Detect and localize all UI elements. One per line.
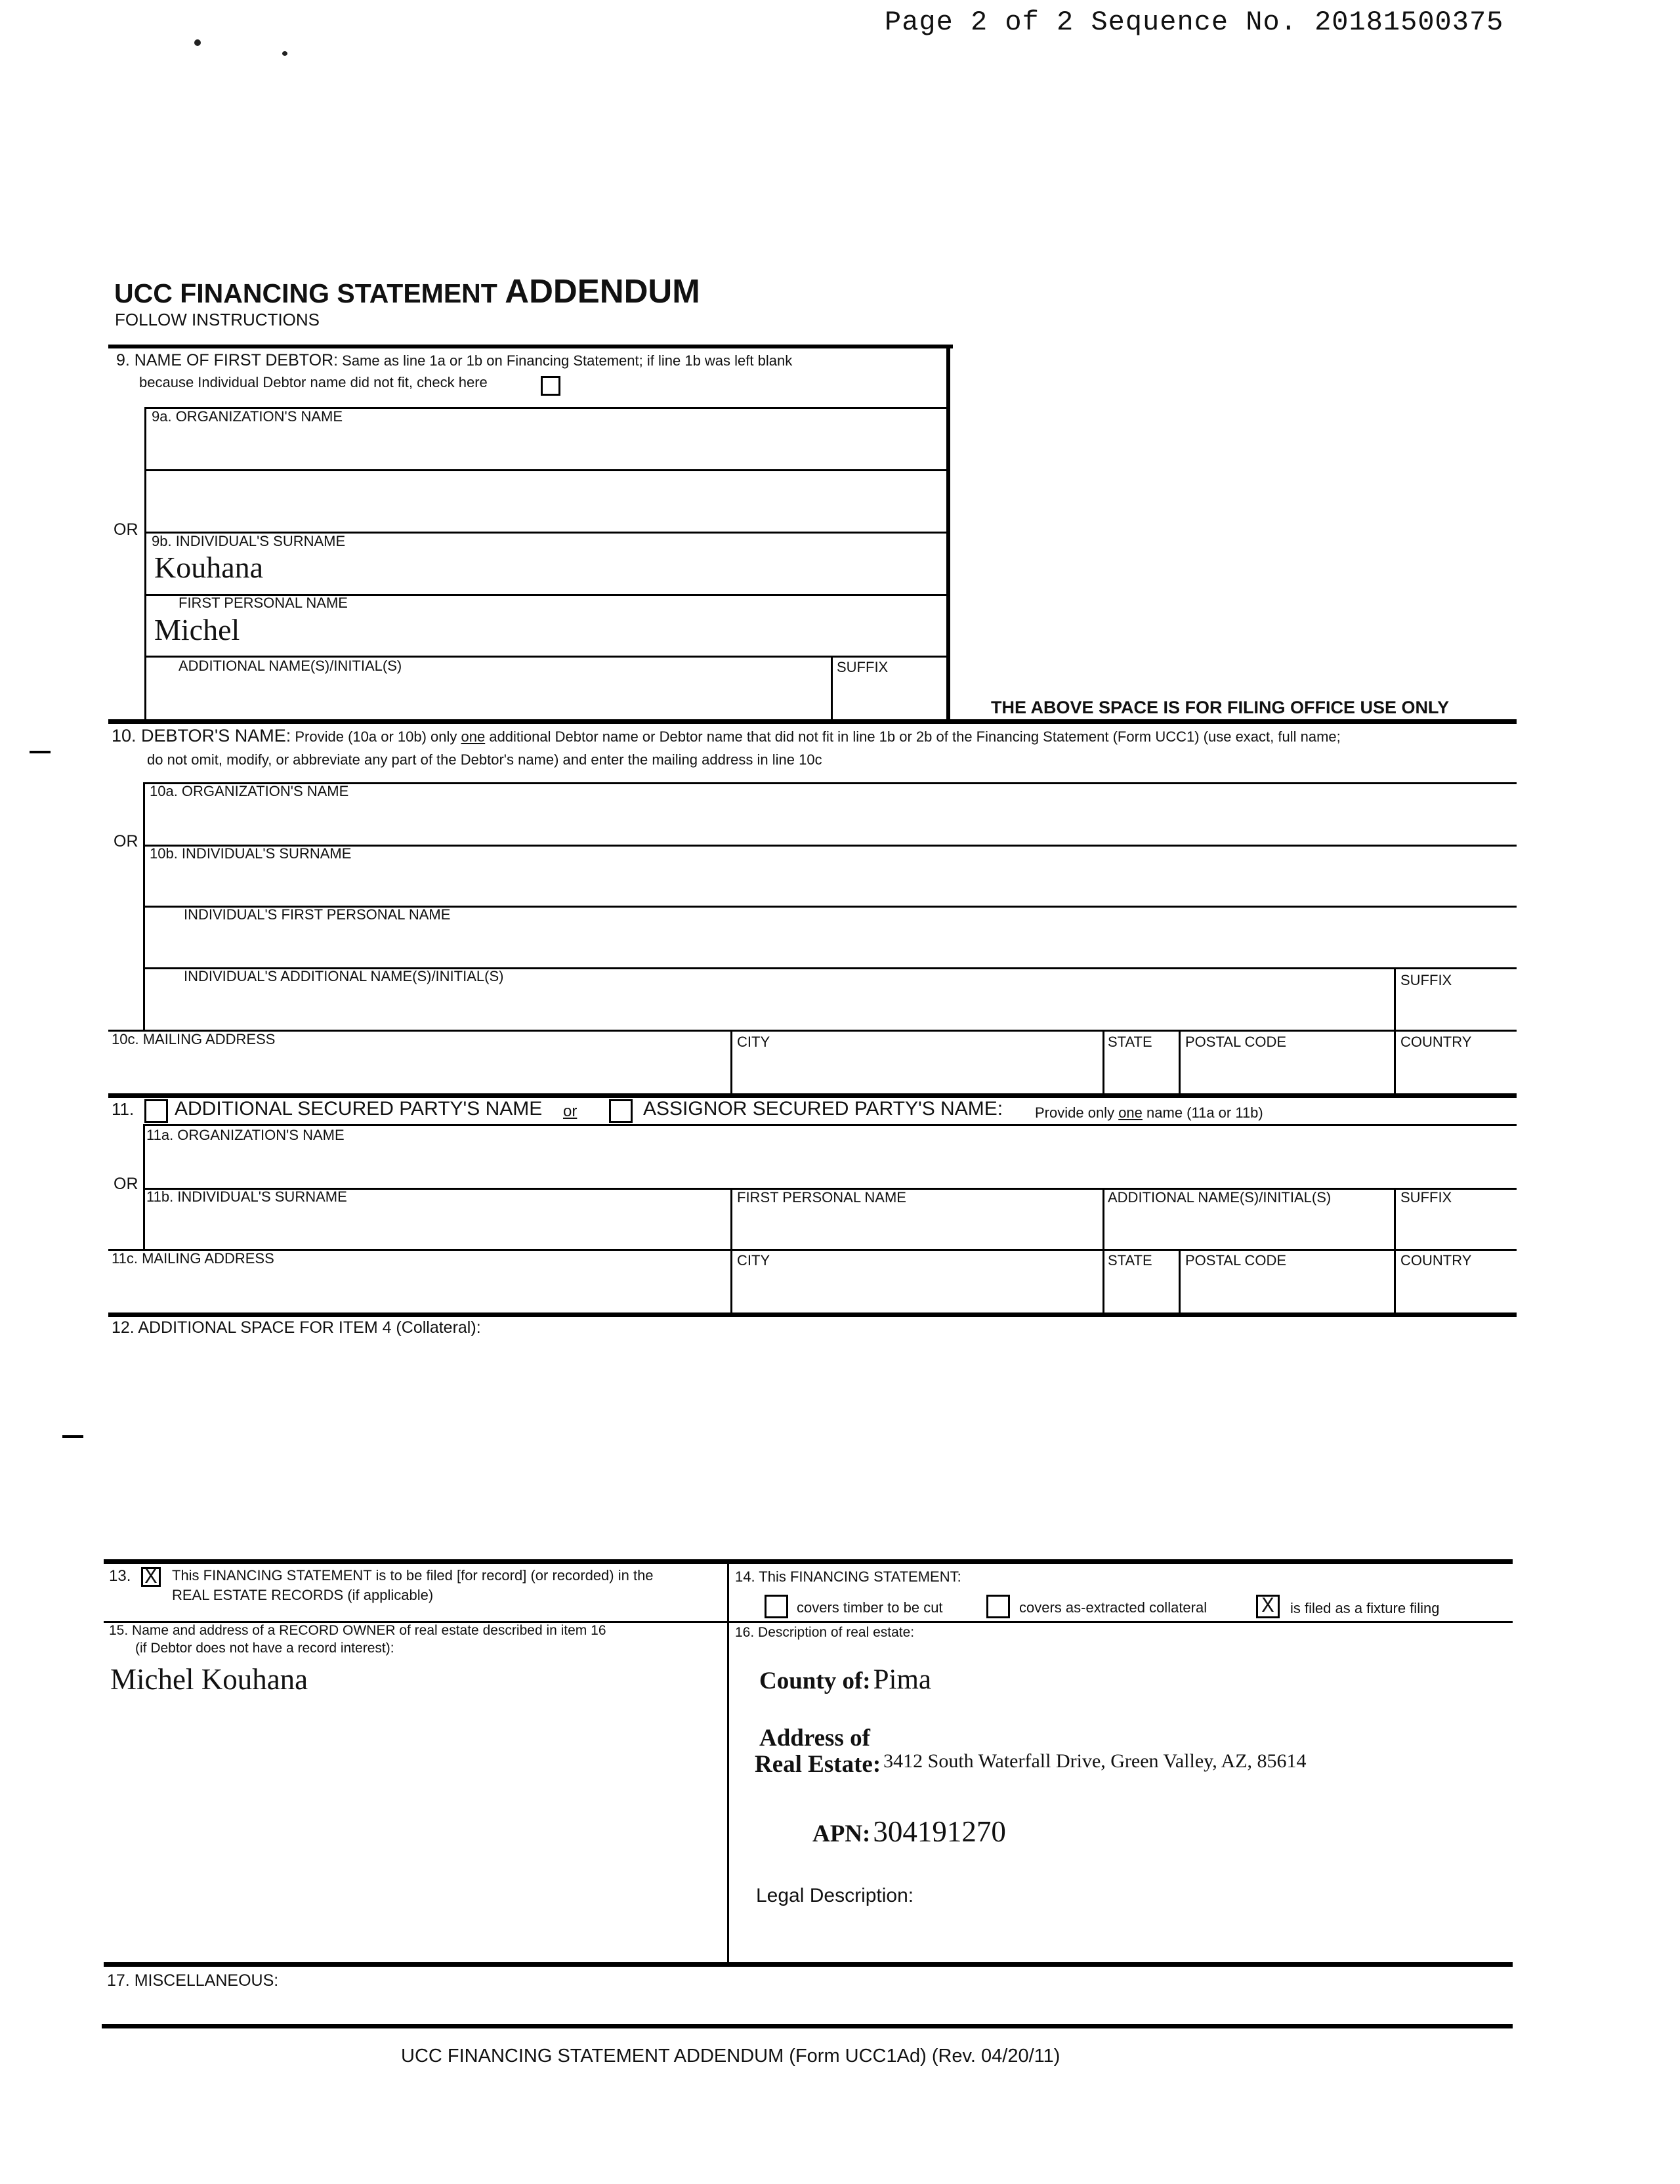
- filing-office-note: THE ABOVE SPACE IS FOR FILING OFFICE USE ONLY: [991, 698, 1450, 717]
- scan-speck: [282, 51, 287, 56]
- item15-label-line1: 15. Name and address of a RECORD OWNER of real estate described in item 16: [109, 1623, 606, 1638]
- first-name-value: Michel: [154, 613, 240, 646]
- rule: [730, 1188, 732, 1314]
- item10a-label: 10a. ORGANIZATION'S NAME: [150, 783, 349, 799]
- item11a-label: 11a. ORGANIZATION'S NAME: [146, 1127, 345, 1143]
- item10-city-label: CITY: [737, 1034, 770, 1050]
- scan-speck: [194, 39, 201, 46]
- rule: [1179, 1249, 1181, 1314]
- suffix-label: SUFFIX: [837, 659, 889, 675]
- assignor-secured-party-checkbox[interactable]: [609, 1099, 633, 1123]
- item11-additional-name-label: ADDITIONAL NAME(S)/INITIAL(S): [1108, 1189, 1332, 1206]
- or-label: OR: [114, 1175, 138, 1193]
- item13-number: 13.: [109, 1567, 131, 1585]
- rule: [1394, 967, 1396, 1096]
- rule: [104, 1559, 1513, 1564]
- item13-text-line2: REAL ESTATE RECORDS (if applicable): [172, 1587, 434, 1603]
- item11-country-label: COUNTRY: [1400, 1252, 1472, 1269]
- item11-state-label: STATE: [1108, 1252, 1152, 1269]
- rule: [144, 407, 146, 722]
- item10-postal-label: POSTAL CODE: [1185, 1034, 1287, 1050]
- rule: [1394, 1188, 1396, 1314]
- item11-suffix-label: SUFFIX: [1400, 1189, 1452, 1206]
- item11-provide-note: Provide only one name (11a or 11b): [1035, 1104, 1263, 1121]
- rule: [108, 1030, 1517, 1032]
- rule: [144, 469, 949, 471]
- surname-value: Kouhana: [154, 551, 264, 584]
- rule: [108, 1093, 1517, 1098]
- item11-number: 11.: [112, 1099, 135, 1119]
- address-label-line1: Address of: [759, 1725, 870, 1752]
- county-row: [759, 1664, 931, 1696]
- rule: [1179, 1030, 1181, 1096]
- item11-city-label: CITY: [737, 1252, 770, 1269]
- item10b-label: 10b. INDIVIDUAL'S SURNAME: [150, 845, 352, 862]
- timber-checkbox[interactable]: [765, 1595, 788, 1618]
- item10-country-label: COUNTRY: [1400, 1034, 1472, 1050]
- as-extracted-checkbox[interactable]: [986, 1595, 1010, 1618]
- rule: [108, 1249, 1517, 1251]
- rule: [727, 1559, 729, 1965]
- rule: [102, 2024, 1513, 2028]
- county-value: Pima: [873, 1664, 931, 1695]
- item14-heading: 14. This FINANCING STATEMENT:: [735, 1568, 961, 1585]
- county-label: County of:: [759, 1668, 871, 1694]
- address-row: [755, 1750, 1307, 1778]
- or-label: OR: [114, 520, 138, 539]
- rule: [143, 782, 1517, 784]
- item9-heading: 9. NAME OF FIRST DEBTOR: Same as line 1a or 1b on Financing Statement; if line 1b was left blank: [116, 351, 793, 369]
- rule: [730, 1030, 732, 1096]
- record-owner-value: Michel Kouhana: [110, 1663, 308, 1696]
- first-name-label: FIRST PERSONAL NAME: [178, 595, 348, 611]
- rule: [108, 345, 953, 348]
- as-extracted-label: covers as-extracted collateral: [1019, 1599, 1208, 1616]
- margin-mark: [62, 1435, 83, 1438]
- rule: [108, 1312, 1517, 1317]
- additional-secured-party-checkbox[interactable]: [144, 1099, 168, 1123]
- form-title: [114, 272, 700, 310]
- apn-value: 304191270: [873, 1815, 1006, 1848]
- item15-label-line2: (if Debtor does not have a record interest):: [135, 1641, 394, 1656]
- additional-secured-party-label: ADDITIONAL SECURED PARTY'S NAME: [175, 1098, 543, 1120]
- form-footer: UCC FINANCING STATEMENT ADDENDUM (Form UCC1Ad) (Rev. 04/20/11): [401, 2046, 1060, 2067]
- legal-description-label: Legal Description:: [756, 1885, 914, 1906]
- fixture-filing-checkbox[interactable]: X: [1256, 1595, 1280, 1618]
- item9b-label: 9b. INDIVIDUAL'S SURNAME: [152, 533, 346, 549]
- item16-label: 16. Description of real estate:: [735, 1625, 915, 1640]
- item13-text-line1: This FINANCING STATEMENT is to be filed [for record] (or recorded) in the: [172, 1567, 654, 1584]
- form-title-addendum: ADDENDUM: [505, 272, 700, 310]
- item10-state-label: STATE: [1108, 1034, 1152, 1050]
- item11-postal-label: POSTAL CODE: [1185, 1252, 1287, 1269]
- address-value: 3412 South Waterfall Drive, Green Valley, AZ, 85614: [883, 1750, 1307, 1772]
- or-word: or: [563, 1102, 578, 1120]
- apn-label: APN:: [812, 1820, 871, 1847]
- rule: [1102, 1030, 1104, 1096]
- item9a-label: 9a. ORGANIZATION'S NAME: [152, 408, 343, 425]
- form-title-main: UCC FINANCING STATEMENT: [114, 278, 505, 308]
- page-sequence-header: Page 2 of 2 Sequence No. 20181500375: [885, 7, 1504, 38]
- assignor-secured-party-label: ASSIGNOR SECURED PARTY'S NAME:: [643, 1098, 1003, 1120]
- rule: [831, 656, 833, 722]
- follow-instructions: FOLLOW INSTRUCTIONS: [115, 310, 320, 329]
- item10-suffix-label: SUFFIX: [1400, 972, 1452, 988]
- rule: [108, 719, 1517, 724]
- item10c-label: 10c. MAILING ADDRESS: [112, 1031, 276, 1047]
- address-label-line2: Real Estate:: [755, 1751, 881, 1778]
- item10-additional-name-label: INDIVIDUAL'S ADDITIONAL NAME(S)/INITIAL(S): [184, 968, 504, 984]
- item17-label: 17. MISCELLANEOUS:: [107, 1971, 279, 1990]
- additional-name-label: ADDITIONAL NAME(S)/INITIAL(S): [178, 658, 402, 674]
- same-as-line1-checkbox[interactable]: [541, 376, 560, 396]
- real-estate-records-checkbox[interactable]: X: [141, 1567, 161, 1587]
- item10-first-name-label: INDIVIDUAL'S FIRST PERSONAL NAME: [184, 906, 451, 923]
- item9-instruction-line2: because Individual Debtor name did not fit, check here: [139, 374, 488, 390]
- rule: [143, 1124, 1517, 1126]
- item12-label: 12. ADDITIONAL SPACE FOR ITEM 4 (Collateral):: [112, 1318, 481, 1337]
- item11c-label: 11c. MAILING ADDRESS: [112, 1250, 274, 1267]
- item11b-label: 11b. INDIVIDUAL'S SURNAME: [146, 1188, 347, 1205]
- item11-first-name-label: FIRST PERSONAL NAME: [737, 1189, 906, 1206]
- item10-heading: 10. DEBTOR'S NAME: Provide (10a or 10b) only one additional Debtor name or Debtor name that did not fit in line 1b or 2b of the Financing Statement (Form UCC1) (use exact, full name;: [112, 726, 1341, 746]
- fixture-filing-label: is filed as a fixture filing: [1290, 1600, 1440, 1616]
- timber-label: covers timber to be cut: [797, 1599, 943, 1616]
- rule: [104, 1962, 1513, 1967]
- apn-row: [812, 1815, 1006, 1849]
- margin-mark: [30, 751, 51, 753]
- or-label: OR: [114, 832, 138, 850]
- rule: [1102, 1188, 1104, 1314]
- item10-instruction-line2: do not omit, modify, or abbreviate any part of the Debtor's name) and enter the mailing address in line 10c: [147, 751, 822, 768]
